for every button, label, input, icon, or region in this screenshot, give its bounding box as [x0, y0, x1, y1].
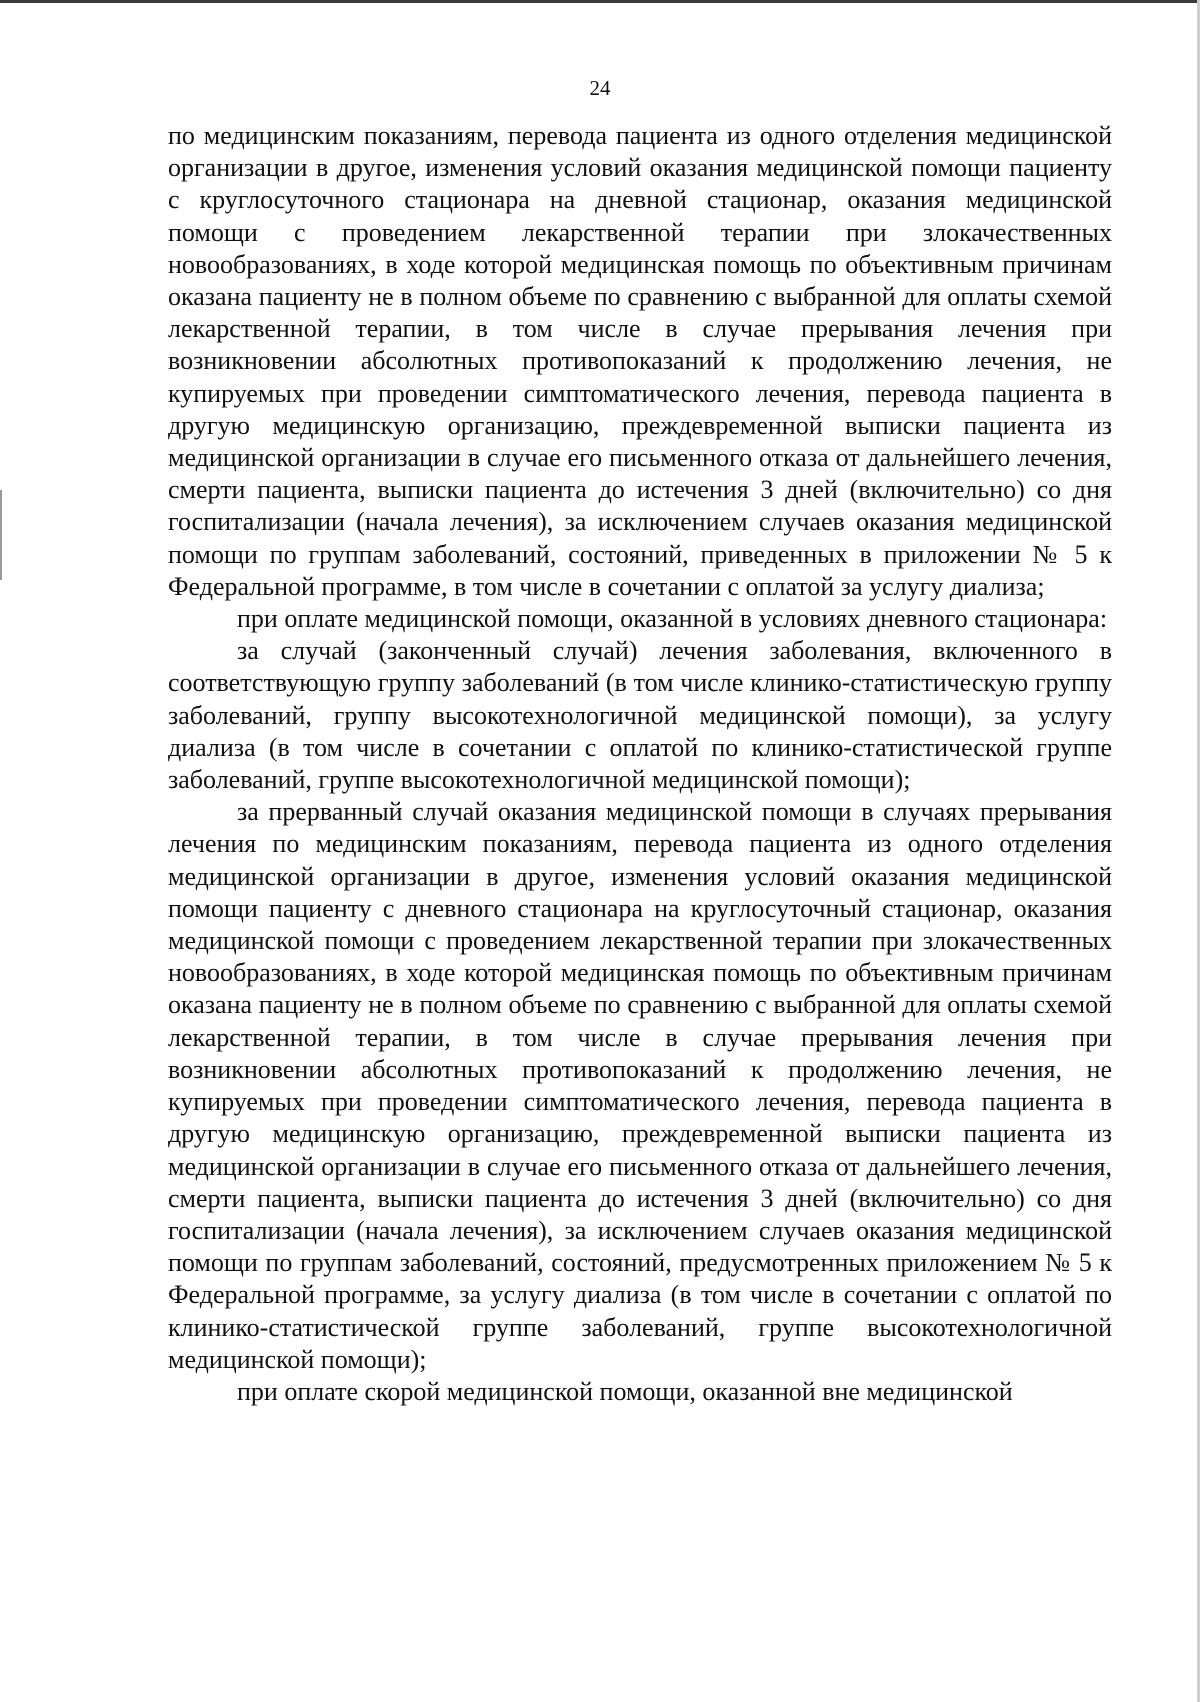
paragraph-completed-case: за случай (законченный случай) лечения заболевания, включенного в соответствующую группу заболеваний (в том числе клинико-статистическую группу заболеваний, группу высокотехнологичной медицинской помощи), за услугу диализа (в том числе в сочетании с оплатой по клинико-статистической группе заболеваний, группе высокотехнологичной медицинской помощи); [168, 636, 1112, 795]
scan-border-top [0, 0, 1200, 3]
scan-border-left-mark [0, 490, 2, 580]
document-body [168, 120, 1112, 1408]
page-number: 24 [589, 76, 611, 100]
paragraph-day-hospital-intro: при оплате медицинской помощи, оказанной в условиях дневного стационара: [237, 604, 1108, 634]
paragraph-continuation: по медицинским показаниям, перевода пациента из одного отделения медицинской организации в другое, изменения условий оказания медицинской помощи пациенту с круглосуточного стационара на дневной стационар, оказания медицинской помощи с проведением лекарственной терапии при злокачественных новообразованиях, в ходе которой медицинская помощь по объективным причинам оказана пациенту не в полном объеме по сравнению с выбранной для оплаты схемой лекарственной терапии, в том числе в случае прерывания лечения при возникновении абсолютных противопоказаний к продолжению лечения, не купируемых при проведении симптоматического лечения, перевода пациента в другую медицинскую организацию, преждевременной выписки пациента из медицинской организации в случае его письменного отказа от дальнейшего лечения, смерти пациента, выписки пациента до истечения 3 дней (включительно) со дня госпитализации (начала лечения), за исключением случаев оказания медицинской помощи по группам заболеваний, состояний, приведенных в приложении № 5 к Федеральной программе, в том числе в сочетании с оплатой за услугу диализа; [168, 121, 1112, 601]
paragraph-interrupted-case: за прерванный случай оказания медицинской помощи в случаях прерывания лечения по медицинским показаниям, перевода пациента из одного отделения медицинской организации в другое, изменения условий оказания медицинской помощи пациенту с дневного стационара на круглосуточный стационар, оказания медицинской помощи с проведением лекарственной терапии при злокачественных новообразованиях, в ходе которой медицинская помощь по объективным причинам оказана пациенту не в полном объеме по сравнению с выбранной для оплаты схемой лекарственной терапии, в том числе в случае прерывания лечения при возникновении абсолютных противопоказаний к продолжению лечения, не купируемых при проведении симптоматического лечения, перевода пациента в другую медицинскую организацию, преждевременной выписки пациента из медицинской организации в случае его письменного отказа от дальнейшего лечения, смерти пациента, выписки пациента до истечения 3 дней (включительно) со дня госпитализации (начала лечения), за исключением случаев оказания медицинской помощи по группам заболеваний, состояний, предусмотренных приложением № 5 к Федеральной программе, за услугу диализа (в том числе в сочетании с оплатой по клинико-статистической группе заболеваний, группе высокотехнологичной медицинской помощи); [168, 797, 1112, 1374]
paragraph-emergency-care: при оплате скорой медицинской помощи, оказанной вне медицинской [237, 1376, 1013, 1406]
